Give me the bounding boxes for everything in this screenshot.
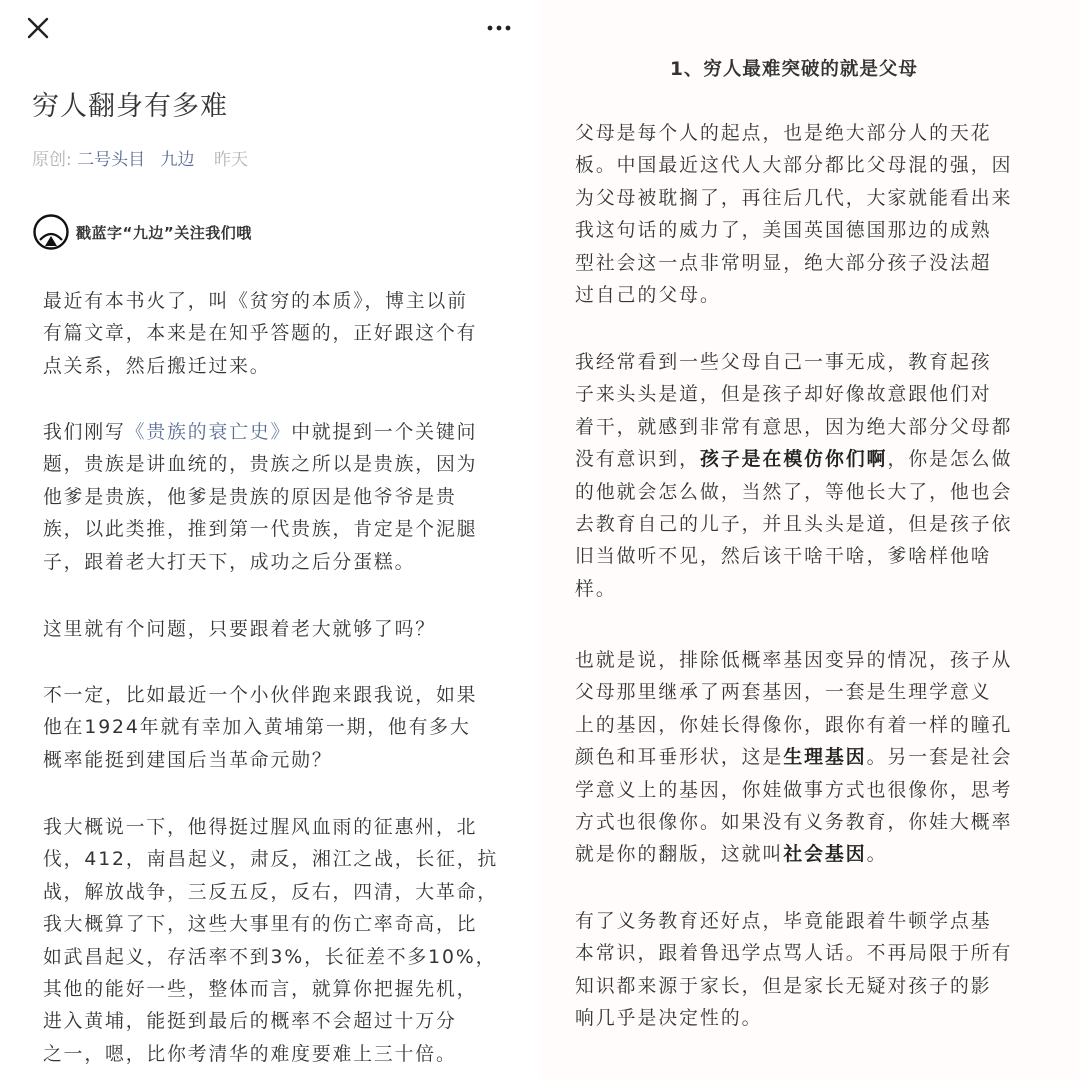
article-title: 穷人翻身有多难 [32, 91, 228, 122]
text-line: 他在1924年就有幸加入黄埔第一期，他有多大 [43, 717, 471, 739]
original-label: 原创: [32, 150, 72, 170]
paragraph-1 [43, 286, 513, 383]
text-line: 之一，嗯，比你考清华的难度要难上三十倍。 [43, 1043, 457, 1065]
text-line: 如武昌起义，存活率不到3%，长征差不多10%， [43, 946, 497, 968]
text-line: 上的基因，你娃长得像你，跟你有着一样的瞳孔 [575, 714, 1013, 736]
right-paragraph-3 [575, 645, 1045, 872]
text-line: 子，跟着老大打天下，成功之后分蛋糕。 [43, 551, 416, 573]
close-icon [24, 14, 52, 42]
text-line: 子来头头是道，但是孩子却好像故意跟他们对 [575, 384, 992, 406]
text-line: 去教育自己的儿子，并且头头是道，但是孩子依 [575, 513, 1013, 535]
account-link[interactable]: 九边 [160, 150, 195, 170]
text-line: 伐，412，南昌起义，肃反，湘江之战，长征，抗 [43, 849, 499, 871]
text-line: 我大概算了下，这些大事里有的伤亡率奇高，比 [43, 914, 478, 936]
text-line: 最近有本书火了，叫《贫穷的本质》，博主以前 [43, 291, 468, 312]
text-fragment: 我们刚写 [43, 422, 126, 443]
text-fragment: 中就提到一个关键问 [291, 422, 478, 443]
text-fragment: 。另一套是社会 [866, 747, 1013, 769]
text-line [43, 417, 513, 449]
text-line: 型社会这一点非常明显，绝大部分孩子没法超 [575, 252, 992, 274]
text-line: 战，解放战争，三反五反，反右，四清，大革命， [43, 881, 498, 903]
text-line: 点关系，然后搬迁过来。 [43, 355, 271, 377]
article-meta [32, 145, 248, 170]
article-link[interactable]: 《贵族的衰亡史》 [125, 422, 292, 443]
text-line: 父母那里继承了两套基因，一套是生理学意义 [575, 682, 992, 704]
text-line: 题，贵族是讲血统的，贵族之所以是贵族，因为 [43, 454, 478, 476]
bold-emphasis: 生理基因 [783, 747, 867, 769]
text-line: 为父母被耽搁了，再往后几代，大家就能看出来 [575, 187, 1013, 209]
text-fragment: 。 [866, 844, 888, 866]
text-fragment: 就是你的翻版，这就叫 [575, 844, 784, 866]
text-line: 有了义务教育还好点，毕竟能跟着牛顿学点基 [575, 911, 992, 932]
text-line: 族，以此类推，推到第一代贵族，肯定是个泥腿 [43, 519, 478, 541]
text-line: 不一定，比如最近一个小伙伴跑来跟我说，如果 [43, 685, 478, 706]
more-icon [484, 18, 516, 38]
text-line: 方式也很像你。如果没有义务教育，你娃大概率 [575, 811, 1013, 833]
text-line: 旧当做听不见，然后该干啥干啥，爹啥样他啥 [575, 546, 992, 568]
follow-banner [32, 212, 252, 252]
text-line: 这里就有个问题，只要跟着老大就够了吗？ [43, 619, 436, 640]
right-paragraph-4 [575, 906, 1045, 1036]
close-button[interactable] [24, 14, 52, 42]
text-line: 本常识，跟着鲁迅学点骂人话。不再局限于所有 [575, 943, 1013, 965]
text-line: 其他的能好一些，整体而言，就算你把握先机， [43, 978, 478, 1000]
text-line: 我经常看到一些父母自己一事无成，教育起孩 [575, 352, 992, 373]
text-line: 概率能挺到建国后当革命元勋？ [43, 749, 333, 771]
text-line: 他爹是贵族，他爹是贵族的原因是他爷爷是贵 [43, 486, 457, 508]
text-fragment: 颜色和耳垂形状，这是 [575, 747, 784, 769]
paragraph-3 [43, 614, 513, 646]
text-line: 进入黄埔，能挺到最后的概率不会超过十万分 [43, 1011, 457, 1033]
bold-emphasis: 孩子是在模仿你们啊 [700, 449, 888, 471]
paragraph-5 [43, 812, 513, 1071]
right-screenshot-panel [540, 0, 1080, 1080]
bold-emphasis: 社会基因 [783, 844, 867, 866]
text-line: 有篇文章，本来是在知乎答题的，正好跟这个有 [43, 323, 478, 345]
right-paragraph-2 [575, 347, 1045, 606]
text-line: 也就是说，排除低概率基因变异的情况，孩子从 [575, 650, 1013, 671]
text-line [575, 444, 1045, 476]
section-heading: 1、穷人最难突破的就是父母 [670, 59, 918, 80]
publish-time: 昨天 [213, 150, 248, 170]
author-link[interactable]: 二号头目 [77, 150, 146, 170]
text-line: 着干，就感到非常有意思，因为绝大部分父母都 [575, 416, 1013, 438]
paragraph-2 [43, 417, 513, 579]
text-line [575, 839, 1045, 871]
follow-logo-icon [32, 213, 70, 251]
text-fragment: ，你是怎么做 [887, 449, 1013, 471]
right-paragraph-1 [575, 118, 1045, 312]
text-line: 的他就会怎么做，当然了，等他长大了，他也会 [575, 481, 1013, 503]
text-line: 过自己的父母。 [575, 284, 721, 306]
paragraph-4 [43, 680, 513, 777]
text-line: 板。中国最近这代人大部分都比父母混的强，因 [575, 155, 1013, 177]
text-line: 我这句话的威力了，美国英国德国那边的成熟 [575, 220, 992, 242]
text-line: 学意义上的基因，你娃做事方式也很像你，思考 [575, 779, 1013, 801]
follow-text: 戳蓝字“九边”关注我们哦 [76, 223, 252, 242]
text-line [575, 742, 1045, 774]
more-options-button[interactable] [484, 18, 516, 38]
text-line: 响几乎是决定性的。 [575, 1008, 763, 1030]
text-line: 我大概说一下，他得挺过腥风血雨的征惠州，北 [43, 817, 478, 838]
text-line: 知识都来源于家长，但是家长无疑对孩子的影 [575, 975, 992, 997]
text-line: 父母是每个人的起点，也是绝大部分人的天花 [575, 123, 992, 144]
text-fragment: 没有意识到， [575, 449, 700, 471]
text-line: 样。 [575, 578, 617, 600]
